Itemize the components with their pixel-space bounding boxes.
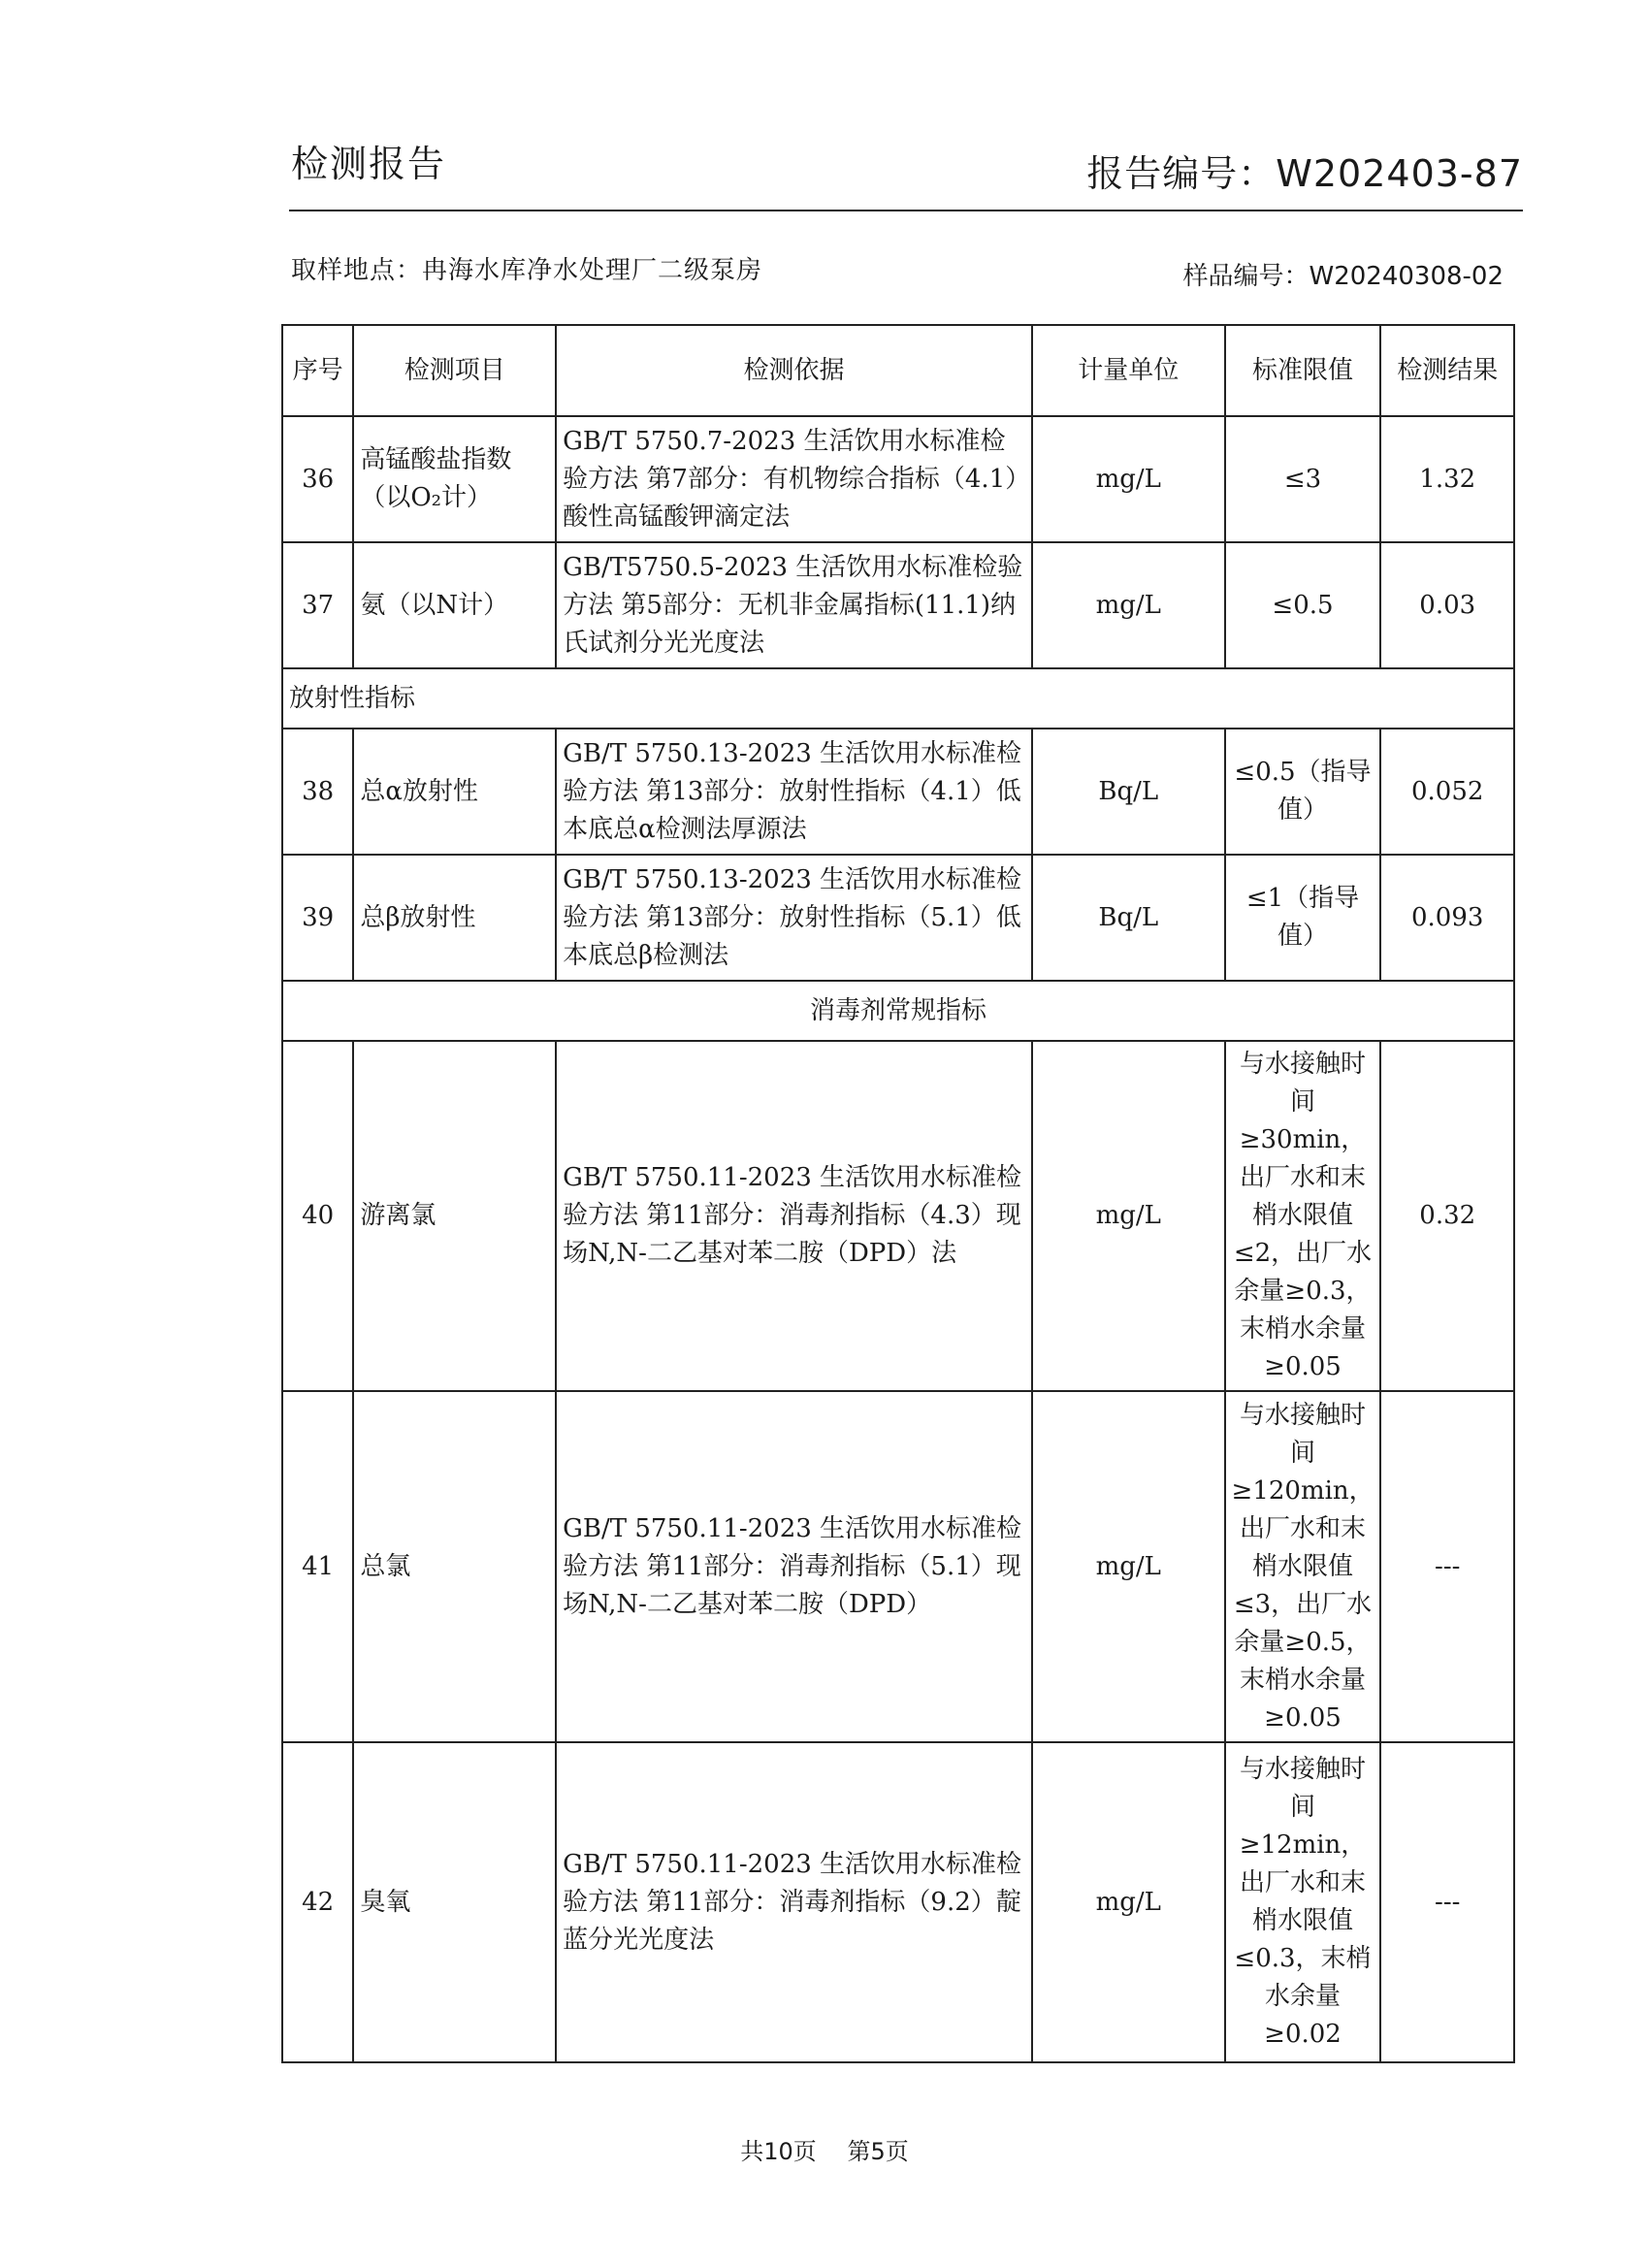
row-result: 0.32 bbox=[1380, 1041, 1514, 1391]
row-result: 1.32 bbox=[1380, 416, 1514, 542]
report-title: 检测报告 bbox=[291, 143, 447, 185]
table-row bbox=[282, 1041, 1514, 1391]
row-unit: mg/L bbox=[1032, 1391, 1225, 1742]
row-basis: GB/T5750.5-2023 生活饮用水标准检验方法 第5部分：无机非金属指标(11.1)纳氏试剂分光光度法 bbox=[556, 542, 1032, 668]
row-item: 游离氯 bbox=[353, 1041, 556, 1391]
row-limit: ≤0.5（指导值） bbox=[1225, 729, 1381, 855]
row-index: 39 bbox=[282, 855, 353, 981]
row-limit: 与水接触时间≥30min，出厂水和末梢水限值≤2，出厂水余量≥0.3，末梢水余量≥0.05 bbox=[1225, 1041, 1381, 1391]
sampling-location: 取样地点：冉海水库净水处理厂二级泵房 bbox=[291, 256, 763, 285]
row-basis: GB/T 5750.11-2023 生活饮用水标准检验方法 第11部分：消毒剂指标（4.3）现场N,N-二乙基对苯二胺（DPD）法 bbox=[556, 1041, 1032, 1391]
header-item: 检测项目 bbox=[353, 325, 556, 416]
row-unit: mg/L bbox=[1032, 1041, 1225, 1391]
table-row bbox=[282, 1391, 1514, 1742]
row-result: 0.052 bbox=[1380, 729, 1514, 855]
row-index: 42 bbox=[282, 1742, 353, 2062]
header-divider bbox=[289, 210, 1523, 211]
row-unit: mg/L bbox=[1032, 542, 1225, 668]
table-row bbox=[282, 729, 1514, 855]
row-limit: ≤1（指导值） bbox=[1225, 855, 1381, 981]
total-pages: 共10页 bbox=[740, 2138, 817, 2165]
row-basis: GB/T 5750.11-2023 生活饮用水标准检验方法 第11部分：消毒剂指标（5.1）现场N,N-二乙基对苯二胺（DPD） bbox=[556, 1391, 1032, 1742]
page-footer bbox=[0, 2132, 1649, 2166]
table-row bbox=[282, 542, 1514, 668]
row-unit: mg/L bbox=[1032, 416, 1225, 542]
row-basis: GB/T 5750.13-2023 生活饮用水标准检验方法 第13部分：放射性指标（5.1）低本底总β检测法 bbox=[556, 855, 1032, 981]
row-result: --- bbox=[1380, 1742, 1514, 2062]
row-result: --- bbox=[1380, 1391, 1514, 1742]
header-basis: 检测依据 bbox=[556, 325, 1032, 416]
row-item: 高锰酸盐指数（以O₂计） bbox=[353, 416, 556, 542]
row-item: 总氯 bbox=[353, 1391, 556, 1742]
row-index: 37 bbox=[282, 542, 353, 668]
table-header-row bbox=[282, 325, 1514, 416]
sample-number: 样品编号：W20240308-02 bbox=[1182, 262, 1504, 291]
row-index: 41 bbox=[282, 1391, 353, 1742]
header-result: 检测结果 bbox=[1380, 325, 1514, 416]
section-title: 消毒剂常规指标 bbox=[282, 981, 1514, 1041]
row-limit: ≤0.5 bbox=[1225, 542, 1381, 668]
header-index: 序号 bbox=[282, 325, 353, 416]
row-result: 0.093 bbox=[1380, 855, 1514, 981]
row-basis: GB/T 5750.13-2023 生活饮用水标准检验方法 第13部分：放射性指标（4.1）低本底总α检测法厚源法 bbox=[556, 729, 1032, 855]
row-unit: mg/L bbox=[1032, 1742, 1225, 2062]
row-item: 总β放射性 bbox=[353, 855, 556, 981]
row-unit: Bq/L bbox=[1032, 855, 1225, 981]
row-item: 臭氧 bbox=[353, 1742, 556, 2062]
row-basis: GB/T 5750.11-2023 生活饮用水标准检验方法 第11部分：消毒剂指标（9.2）靛蓝分光光度法 bbox=[556, 1742, 1032, 2062]
header-limit: 标准限值 bbox=[1225, 325, 1381, 416]
row-item: 氨（以N计） bbox=[353, 542, 556, 668]
test-results-table bbox=[281, 324, 1515, 2063]
row-limit: 与水接触时间≥12min，出厂水和末梢水限值≤0.3，末梢水余量≥0.02 bbox=[1225, 1742, 1381, 2062]
row-item: 总α放射性 bbox=[353, 729, 556, 855]
row-index: 38 bbox=[282, 729, 353, 855]
table-row bbox=[282, 1742, 1514, 2062]
table-row bbox=[282, 416, 1514, 542]
row-limit: 与水接触时间≥120min，出厂水和末梢水限值≤3，出厂水余量≥0.5，末梢水余量≥0.05 bbox=[1225, 1391, 1381, 1742]
report-number: 报告编号：W202403-87 bbox=[1086, 152, 1523, 195]
row-index: 40 bbox=[282, 1041, 353, 1391]
section-title: 放射性指标 bbox=[282, 668, 1514, 729]
row-unit: Bq/L bbox=[1032, 729, 1225, 855]
table-row bbox=[282, 855, 1514, 981]
row-result: 0.03 bbox=[1380, 542, 1514, 668]
current-page: 第5页 bbox=[847, 2138, 909, 2165]
row-basis: GB/T 5750.7-2023 生活饮用水标准检验方法 第7部分：有机物综合指标（4.1）酸性高锰酸钾滴定法 bbox=[556, 416, 1032, 542]
section-row-radioactivity bbox=[282, 668, 1514, 729]
header-unit: 计量单位 bbox=[1032, 325, 1225, 416]
section-row-disinfectant bbox=[282, 981, 1514, 1041]
row-index: 36 bbox=[282, 416, 353, 542]
row-limit: ≤3 bbox=[1225, 416, 1381, 542]
